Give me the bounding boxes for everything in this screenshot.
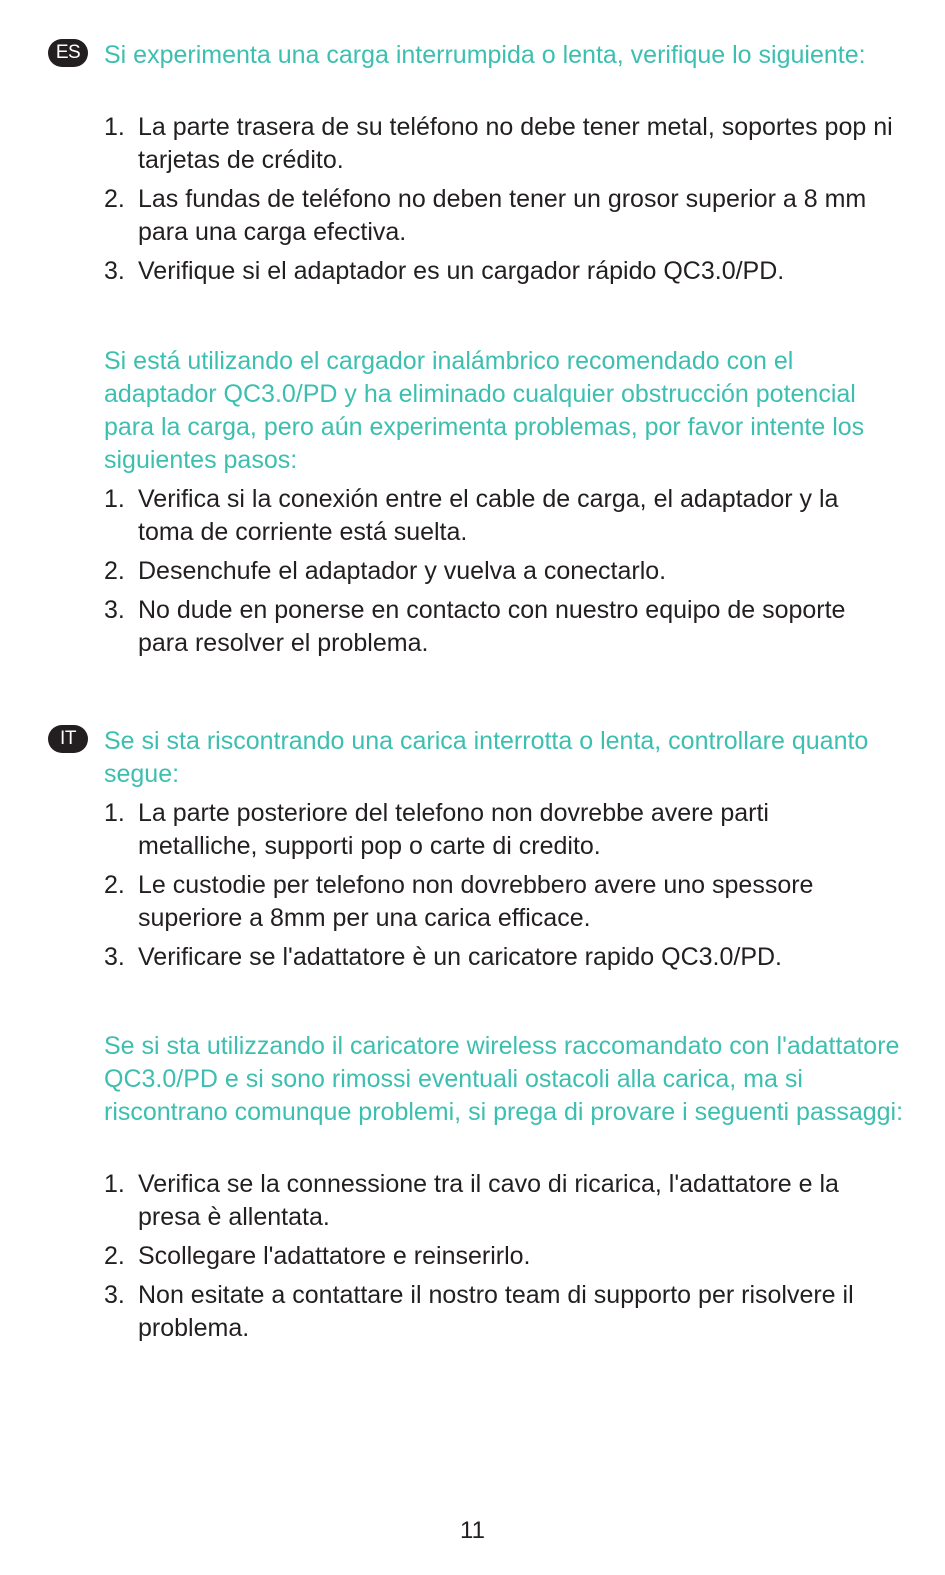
step-number: 2. <box>104 185 125 213</box>
list-item <box>104 111 894 177</box>
language-badge-es: ES <box>48 39 88 67</box>
steps-list <box>104 797 894 980</box>
list-item <box>104 1240 894 1273</box>
list-item <box>104 1279 894 1345</box>
section-heading: Si está utilizando el cargador inalámbrico recomendado con el adaptador QC3.0/PD y ha eliminado cualquier obstrucción potencial para la carga, pero aún experimenta problemas, por favor intente los siguientes pasos: <box>104 347 865 474</box>
step-number: 2. <box>104 557 125 585</box>
step-text: La parte trasera de su teléfono no debe tener metal, soportes pop ni tarjetas de crédito. <box>138 113 893 174</box>
language-badge-it: IT <box>48 725 88 753</box>
step-text: Verifica si la conexión entre el cable de carga, el adaptador y la toma de corriente está suelta. <box>138 485 839 546</box>
list-item <box>104 1168 894 1234</box>
step-number: 1. <box>104 113 125 141</box>
step-text: Le custodie per telefono non dovrebbero avere uno spessore superiore a 8mm per una carica efficace. <box>138 871 814 932</box>
step-number: 1. <box>104 799 125 827</box>
page-number: 11 <box>460 1517 485 1544</box>
steps-list <box>104 1168 894 1351</box>
list-item <box>104 183 894 249</box>
list-item <box>104 941 894 974</box>
step-text: Scollegare l'adattatore e reinserirlo. <box>138 1242 531 1270</box>
steps-list <box>104 111 894 294</box>
step-number: 1. <box>104 1170 125 1198</box>
list-item <box>104 797 894 863</box>
step-text: Las fundas de teléfono no deben tener un grosor superior a 8 mm para una carga efectiva. <box>138 185 867 246</box>
step-text: Non esitate a contattare il nostro team di supporto per risolvere il problema. <box>138 1281 854 1342</box>
step-number: 3. <box>104 1281 125 1309</box>
list-item <box>104 869 894 935</box>
list-item <box>104 555 894 588</box>
step-text: No dude en ponerse en contacto con nuestro equipo de soporte para resolver el problema. <box>138 596 846 657</box>
section-heading: Si experimenta una carga interrumpida o lenta, verifique lo siguiente: <box>104 41 866 69</box>
section-heading: Se si sta riscontrando una carica interrotta o lenta, controllare quanto segue: <box>104 727 869 788</box>
steps-list <box>104 483 894 666</box>
section-heading: Se si sta utilizzando il caricatore wireless raccomandato con l'adattatore QC3.0/PD e si sono rimossi eventuali ostacoli alla carica, ma si riscontrano comunque problemi, si prega di provare i seguenti passaggi: <box>104 1032 904 1126</box>
list-item <box>104 483 894 549</box>
step-number: 2. <box>104 1242 125 1270</box>
step-number: 1. <box>104 485 125 513</box>
step-text: Verifica se la connessione tra il cavo di ricarica, l'adattatore e la presa è allentata. <box>138 1170 839 1231</box>
step-text: Verifique si el adaptador es un cargador rápido QC3.0/PD. <box>138 257 785 285</box>
list-item <box>104 594 894 660</box>
step-text: Verificare se l'adattatore è un caricatore rapido QC3.0/PD. <box>138 943 782 971</box>
step-number: 2. <box>104 871 125 899</box>
step-text: La parte posteriore del telefono non dovrebbe avere parti metalliche, supporti pop o carte di credito. <box>138 799 769 860</box>
step-number: 3. <box>104 257 125 285</box>
step-text: Desenchufe el adaptador y vuelva a conectarlo. <box>138 557 667 585</box>
step-number: 3. <box>104 596 125 624</box>
step-number: 3. <box>104 943 125 971</box>
list-item <box>104 255 894 288</box>
